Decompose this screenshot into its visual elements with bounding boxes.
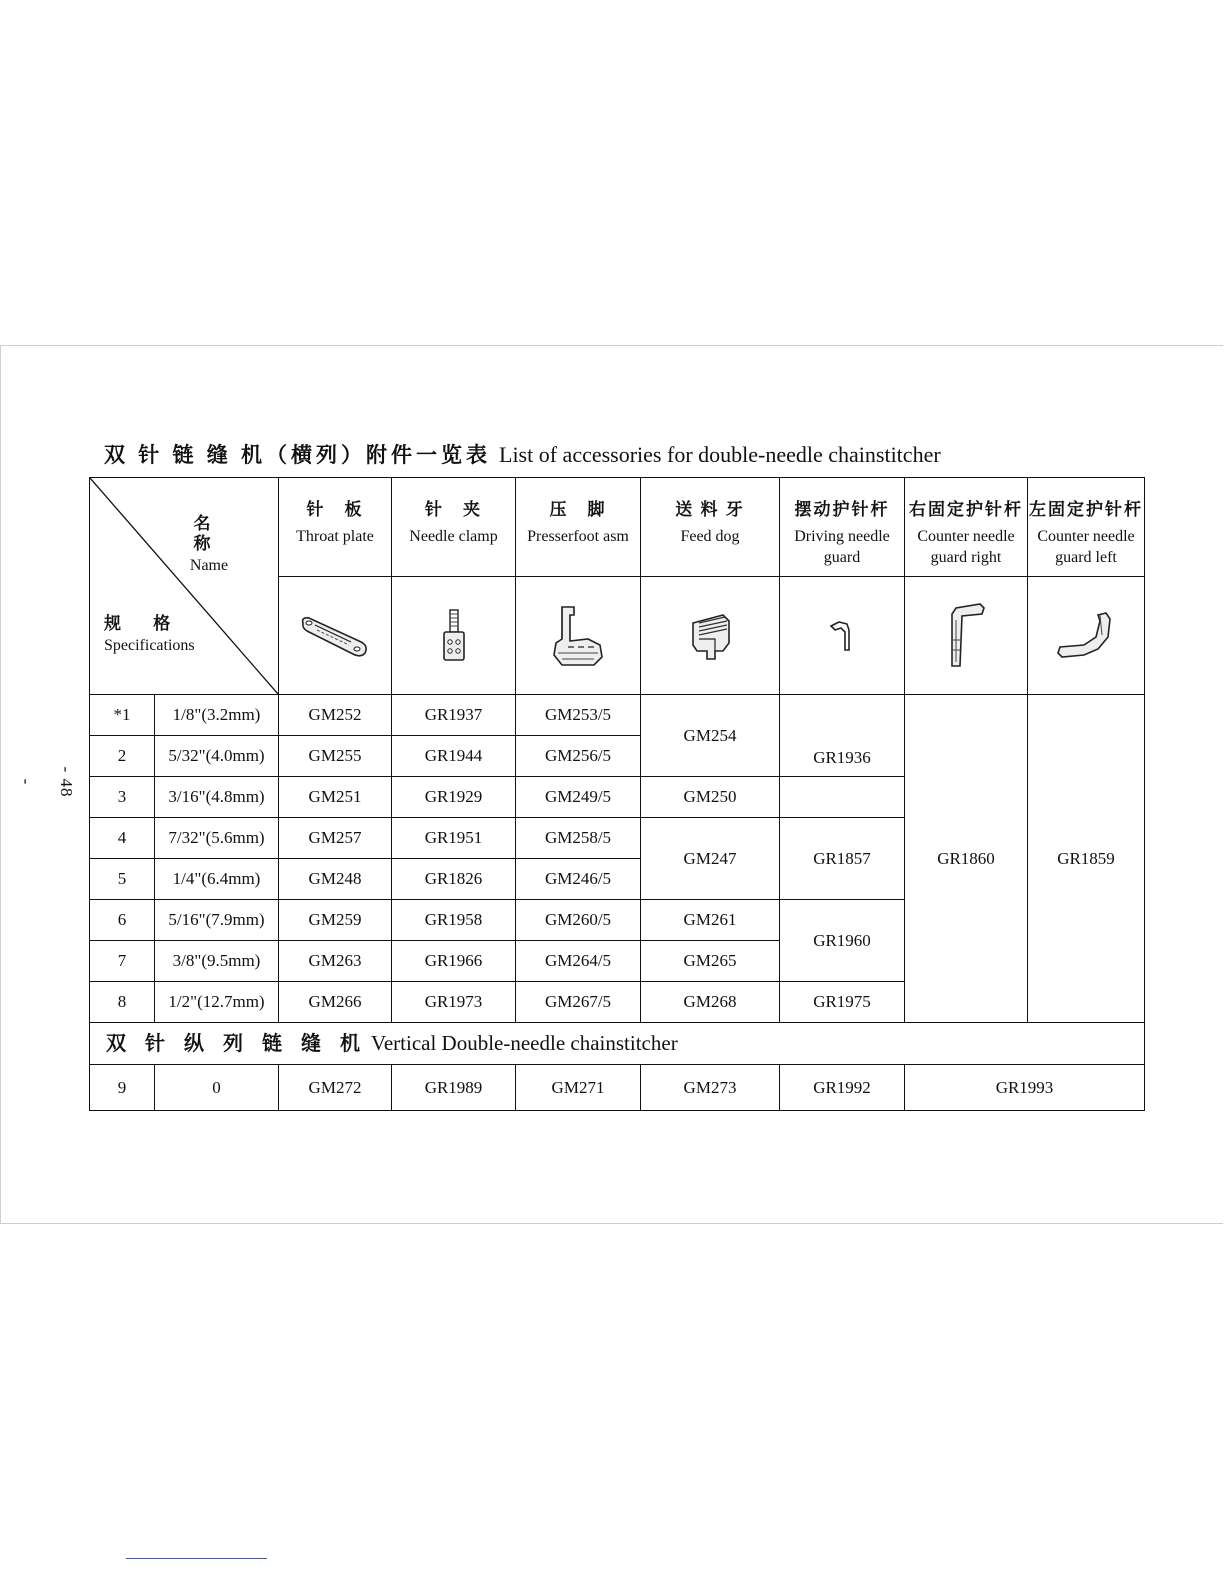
row-number: 9	[90, 1065, 155, 1111]
needle-clamp-code: GR1973	[392, 982, 516, 1023]
throat-plate-picture	[279, 577, 392, 695]
title-zh: 双 针 链 缝 机（横列）附件一览表	[104, 443, 491, 467]
row-spec: 1/4"(6.4mm)	[155, 859, 279, 900]
title-en: List of accessories for double-needle chainstitcher	[499, 442, 941, 467]
counter-guard-left-icon	[1054, 609, 1118, 663]
throat-plate-code: GM248	[279, 859, 392, 900]
driving-guard-code: GR1960	[780, 900, 905, 982]
presserfoot-code: GM249/5	[516, 777, 641, 818]
page-number: - 48 -	[17, 766, 76, 798]
driving-guard-code	[780, 777, 905, 818]
driving-needle-guard-icon	[825, 616, 859, 656]
column-header-zh: 送 料 牙	[675, 500, 745, 519]
throat-plate-code: GM251	[279, 777, 392, 818]
column-header-zh: 左固定护针杆	[1029, 500, 1143, 519]
accessories-table	[89, 477, 1145, 1111]
row-spec: 5/16"(7.9mm)	[155, 900, 279, 941]
counter-guard-right-picture	[905, 577, 1028, 695]
document-title	[104, 438, 941, 472]
presserfoot-code: GM271	[516, 1065, 641, 1111]
column-header-en: Driving needle guard	[794, 528, 890, 566]
row-number: 7	[90, 941, 155, 982]
row-spec: 3/8"(9.5mm)	[155, 941, 279, 982]
column-header-driving-guard	[780, 478, 905, 577]
column-header-en: Counter needle guard right	[917, 528, 1015, 566]
presserfoot-code: GM267/5	[516, 982, 641, 1023]
presserfoot-code: GM256/5	[516, 736, 641, 777]
row-number: 3	[90, 777, 155, 818]
needle-clamp-icon	[439, 608, 469, 664]
header-spec-zh: 规 格	[104, 614, 185, 633]
driving-guard-code: GR1857	[780, 818, 905, 900]
row-number: 8	[90, 982, 155, 1023]
feed-dog-code: GM273	[641, 1065, 780, 1111]
row-spec: 5/32"(4.0mm)	[155, 736, 279, 777]
throat-plate-code: GM252	[279, 695, 392, 736]
column-header-zh: 压 脚	[549, 500, 607, 519]
feed-dog-code: GM247	[641, 818, 780, 900]
column-header-throat-plate	[279, 478, 392, 577]
presserfoot-code: GM246/5	[516, 859, 641, 900]
column-header-zh: 针 板	[306, 500, 364, 519]
row-spec: 0	[155, 1065, 279, 1111]
header-spec-en: Specifications	[104, 637, 195, 654]
feed-dog-code: GM250	[641, 777, 780, 818]
vertical-section-title	[90, 1023, 1145, 1065]
throat-plate-code: GM257	[279, 818, 392, 859]
needle-clamp-code: GR1944	[392, 736, 516, 777]
presserfoot-picture	[516, 577, 641, 695]
column-header-en: Feed dog	[680, 528, 740, 545]
row-spec: 1/8"(3.2mm)	[155, 695, 279, 736]
column-header-counter-left	[1028, 478, 1145, 577]
header-diagonal-cell	[90, 478, 279, 695]
header-name-en: Name	[189, 557, 229, 574]
driving-guard-code: GR1992	[780, 1065, 905, 1111]
presserfoot-icon	[548, 603, 608, 669]
row-spec: 3/16"(4.8mm)	[155, 777, 279, 818]
counter-guard-code: GR1993	[905, 1065, 1145, 1111]
diagonal-line	[90, 478, 278, 694]
feed-dog-code: GM254	[641, 695, 780, 777]
needle-clamp-code: GR1929	[392, 777, 516, 818]
row-number: 5	[90, 859, 155, 900]
link-underline	[126, 1558, 267, 1559]
presserfoot-code: GM253/5	[516, 695, 641, 736]
column-header-en: Presserfoot asm	[527, 528, 629, 545]
row-number: 4	[90, 818, 155, 859]
feed-dog-icon	[685, 609, 735, 663]
needle-clamp-code: GR1951	[392, 818, 516, 859]
column-header-counter-right	[905, 478, 1028, 577]
header-name	[174, 514, 244, 576]
feed-dog-picture	[641, 577, 780, 695]
column-header-en: Throat plate	[296, 528, 374, 545]
feed-dog-code: GM268	[641, 982, 780, 1023]
column-header-en: Needle clamp	[409, 528, 498, 545]
column-header-needle-clamp	[392, 478, 516, 577]
throat-plate-code: GM255	[279, 736, 392, 777]
row-number: 6	[90, 900, 155, 941]
presserfoot-code: GM264/5	[516, 941, 641, 982]
row-spec: 1/2"(12.7mm)	[155, 982, 279, 1023]
throat-plate-icon	[299, 611, 371, 661]
driving-needle-guard-picture	[780, 577, 905, 695]
column-header-presserfoot	[516, 478, 641, 577]
feed-dog-code: GM265	[641, 941, 780, 982]
counter-guard-right-icon	[942, 600, 990, 672]
column-header-zh: 针 夹	[425, 500, 482, 519]
vertical-title-en: Vertical Double-needle chainstitcher	[371, 1031, 678, 1055]
table-row	[90, 1065, 1145, 1111]
presserfoot-code: GM258/5	[516, 818, 641, 859]
vertical-title-zh: 双 针 纵 列 链 缝 机	[106, 1033, 367, 1055]
driving-guard-code: GR1975	[780, 982, 905, 1023]
driving-guard-code: GR1936	[780, 695, 905, 777]
presserfoot-code: GM260/5	[516, 900, 641, 941]
needle-clamp-code: GR1989	[392, 1065, 516, 1111]
header-spec	[104, 614, 224, 656]
counter-guard-right-code: GR1860	[905, 695, 1028, 1023]
header-name-zh: 名 称	[193, 514, 225, 553]
needle-clamp-code: GR1966	[392, 941, 516, 982]
counter-guard-left-picture	[1028, 577, 1145, 695]
throat-plate-code: GM259	[279, 900, 392, 941]
row-number: *1	[90, 695, 155, 736]
feed-dog-code: GM261	[641, 900, 780, 941]
needle-clamp-code: GR1826	[392, 859, 516, 900]
throat-plate-code: GM272	[279, 1065, 392, 1111]
column-header-zh: 摆动护针杆	[794, 500, 890, 519]
counter-guard-left-code: GR1859	[1028, 695, 1145, 1023]
throat-plate-code: GM263	[279, 941, 392, 982]
column-header-zh: 右固定护针杆	[909, 500, 1023, 519]
table-row	[90, 695, 1145, 736]
row-number: 2	[90, 736, 155, 777]
needle-clamp-code: GR1937	[392, 695, 516, 736]
needle-clamp-code: GR1958	[392, 900, 516, 941]
needle-clamp-picture	[392, 577, 516, 695]
row-spec: 7/32"(5.6mm)	[155, 818, 279, 859]
column-header-feed-dog	[641, 478, 780, 577]
column-header-en: Counter needle guard left	[1037, 528, 1135, 566]
throat-plate-code: GM266	[279, 982, 392, 1023]
